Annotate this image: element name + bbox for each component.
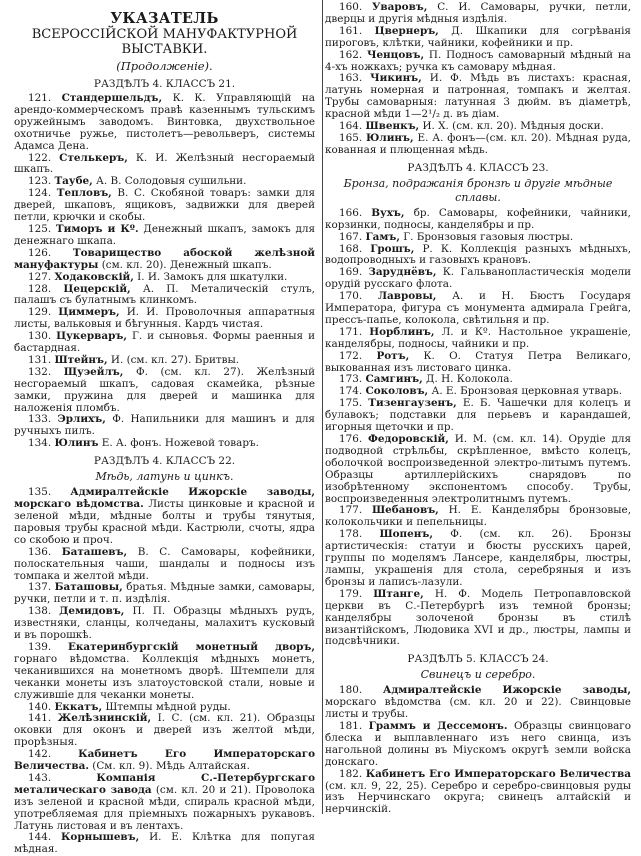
left-column: [14, 2, 316, 856]
exhibitor-name: Товарищество абоской желѣзной мануфактуры: [14, 246, 315, 271]
entry-number: 161.: [339, 24, 363, 37]
catalog-entry: [325, 26, 631, 50]
exhibitor-name: Грошъ,: [370, 242, 415, 255]
exhibitor-name: Цецерскій,: [63, 282, 131, 295]
entry-description: Ф. (см. кл. 27). Желѣзный несгораемый шкапъ, садовая скамейка, рѣзные замки, пружина для дверей и машинка для наложенія пломбъ.: [14, 365, 315, 414]
catalog-entry: [14, 331, 315, 355]
document-title: УКАЗАТЕЛЬ: [110, 10, 219, 27]
catalog-entry: [325, 505, 631, 529]
exhibitor-name: Тепловъ,: [56, 187, 112, 200]
entry-number: 132.: [28, 365, 52, 378]
entry-description: Листы цинковые и красной и зеленой мѣди, мѣдные болты и трубы тянутыя, паровыя трубы красной мѣди. Кастрюли, счоты, ядра со скобою и проч.: [14, 498, 315, 546]
exhibitor-name: Шебановъ,: [371, 504, 439, 517]
exhibitor-name: Граммъ и Дессемонъ.: [368, 720, 508, 733]
exhibitor-name: Эрлихъ,: [57, 413, 106, 426]
exhibitor-name: Баташовы,: [54, 581, 123, 594]
entry-description: П. П. Образцы мѣдныхъ рудъ, известняки, сланцы, колчеданы, малахитъ кусковый и въ порошкѣ.: [14, 605, 315, 642]
exhibitor-name: Циммеръ,: [58, 306, 120, 319]
exhibitor-name: Адмиралтейскіе Ижорскіе заводы, морскаго вѣдомства.: [14, 486, 315, 511]
exhibitor-name: Екатеринбургскій монетный дворъ,: [67, 640, 315, 653]
catalog-entry: [14, 582, 315, 606]
catalog-entry: [325, 267, 631, 291]
exhibitor-name: Еккатъ,: [54, 700, 103, 713]
exhibitor-name: Юлинъ,: [366, 131, 414, 144]
entry-number: 176.: [339, 433, 363, 445]
entry-number: 177.: [339, 504, 363, 517]
catalog-entry: [14, 547, 315, 583]
exhibitor-name: Тизенгаузенъ,: [368, 397, 457, 410]
entry-description: (см. кл. 9, 22, 25). Серебро и серебро-свинцовыя руды изъ Нерчинскаго округа; свинецъ алтайскій и нерчинскій.: [325, 779, 631, 816]
exhibitor-name: Адмиралтейскіе Ижорскіе заводы,: [382, 684, 631, 697]
entry-description: Н. Ф. Модель Петропавловской церкви въ С.-Петербургѣ изъ темной бронзы; канделябры золоченой бронзы въ стилѣ византійскомъ, Людовика XVI и др., люстры, лампы и подсвѣчники.: [325, 587, 631, 648]
entry-number: 169.: [339, 266, 363, 279]
entry-number: 139.: [28, 640, 52, 653]
entry-description: Е. Б. Чашечки для колецъ и булавокъ; подставки для перьевъ и карандашей, игорныя щеточки и пр.: [325, 397, 631, 434]
catalog-entry: [325, 2, 631, 26]
exhibitor-name: Заруднёвъ,: [368, 266, 437, 279]
entry-number: 140.: [28, 700, 52, 713]
entry-description: Г. Бронзовыя газовыя люстры.: [399, 230, 574, 243]
entry-number: 133.: [28, 413, 52, 426]
exhibitor-name: Компанія С.-Петербургскаго металическаго завода: [14, 771, 315, 796]
exhibitor-name: Демидовъ,: [59, 605, 125, 618]
catalog-entry: [325, 529, 631, 589]
entry-description: А. В. Солодовыя сушильни.: [92, 175, 247, 188]
catalog-entry: [14, 284, 315, 308]
entry-number: 160.: [339, 1, 363, 13]
catalog-entry: [14, 153, 315, 177]
catalog-entry: [14, 224, 315, 248]
exhibitor-name: Кабинетъ Его Императорскаго Величества: [365, 767, 631, 780]
section-heading: РАЗДѢЛЪ 4. КЛАССЪ 22.: [93, 455, 236, 468]
entry-number: 165.: [339, 131, 363, 144]
continuation-note: (Продолженіе).: [116, 59, 213, 73]
catalog-entry: [325, 50, 631, 74]
catalog-entry: [14, 438, 315, 450]
catalog-entry: [14, 307, 315, 331]
entry-description: Е. А. фонъ—(см. кл. 20). Мѣдная руда, кованная и плющенная мѣдь.: [325, 131, 631, 156]
entry-number: 122.: [28, 151, 52, 164]
entry-number: 178.: [339, 528, 363, 541]
exhibitor-name: Штейнъ,: [54, 353, 108, 366]
catalog-entry: [325, 769, 631, 817]
catalog-entry: [14, 773, 315, 833]
exhibitor-name: Корнышевъ,: [60, 831, 140, 844]
entry-number: 143.: [28, 771, 52, 784]
entry-number: 141.: [28, 712, 52, 725]
entry-description: А. П. Металическій стулъ, палашъ съ булатнымъ клинкомъ.: [14, 282, 315, 307]
entry-description: С. И. Самовары, ручки, петли, дверцы и другія мѣдныя издѣлія.: [325, 1, 631, 25]
catalog-entry: [14, 487, 315, 547]
catalog-entry: [14, 248, 315, 272]
entry-number: 171.: [339, 325, 363, 338]
exhibitor-name: Штанге,: [373, 587, 424, 600]
entry-number: 126.: [28, 246, 52, 259]
entry-number: 174.: [339, 385, 363, 398]
catalog-entry: [325, 721, 631, 769]
exhibitor-name: Кабинетъ Его Императорскаго Величества.: [14, 748, 316, 773]
entry-number: 170.: [339, 290, 363, 303]
catalog-entry: [325, 685, 631, 721]
entry-number: 138.: [28, 605, 52, 618]
exhibitor-name: Стелькеръ,: [59, 151, 128, 164]
entry-description: Ф. (см. кл. 26). Бронзы артистическія: статуи и бюсты русскихъ царей, группы по моделямъ Лансере, канделябры, люстры, лампы, украшенія для стола, серебряныя и изъ бронзы и лаписъ-лазули.: [325, 528, 631, 588]
section-heading: РАЗДѢЛЪ 4. КЛАССЪ 21.: [93, 78, 236, 90]
catalog-entry: [14, 367, 315, 415]
exhibitor-name: Баташевъ,: [61, 545, 128, 558]
entry-description: Г. и сыновья. Формы раенныя и бастардная.: [14, 330, 315, 355]
entry-description: Л. и Кº. Настольное украшеніе, канделябры, подносы, чайники и пр.: [325, 325, 631, 350]
entry-number: 123.: [28, 175, 52, 188]
entry-number: 167.: [339, 230, 363, 243]
entry-description: І. И. Замокъ для шкатулки.: [133, 270, 288, 283]
entry-number: 163.: [339, 72, 363, 85]
entry-number: 166.: [339, 206, 363, 219]
document-subtitle: ВСЕРОССІЙСКОЙ МАНУФАКТУРНОЙ ВЫСТАВКИ.: [31, 27, 298, 57]
entry-description: К. И. Желѣзный несгораемый шкапъ.: [14, 151, 315, 176]
catalog-entry: [325, 589, 631, 649]
exhibitor-name: Гамъ,: [365, 230, 400, 243]
entry-number: 164.: [339, 120, 363, 133]
exhibitor-name: Цукерваръ,: [56, 330, 127, 343]
entry-description: Р. К. Коллекція разныхъ мѣдныхъ, водопроводныхъ и газовыхъ крановъ.: [325, 242, 632, 267]
catalog-entry: [325, 291, 631, 327]
catalog-entry: [14, 832, 315, 856]
entry-number: 124.: [28, 187, 52, 200]
catalog-entry: [325, 133, 631, 157]
entry-description: (См. кл. 9). Мѣдь Алтайская.: [88, 760, 250, 773]
entry-description: И. Е. Клѣтка для попугая мѣдная.: [14, 831, 315, 856]
exhibitor-name: Ходаковскій,: [54, 270, 134, 283]
entry-description: Д. Шкапики для согрѣванія пироговъ, клѣтки, чайники, кофейники и пр.: [325, 24, 631, 49]
exhibitor-name: Вухъ,: [371, 206, 405, 219]
entry-number: 173.: [339, 373, 363, 386]
entry-description: Штемпы мѣдной руды.: [102, 700, 231, 713]
entry-description: И. Х. (см. кл. 20). Мѣдныя доски.: [419, 120, 604, 133]
entry-description: Д. Н. Колокола.: [422, 373, 513, 386]
entry-description: Е. А. фонъ. Ножевой товаръ.: [98, 437, 259, 450]
section-subject: Мѣдь, латунь и цинкъ.: [95, 470, 234, 484]
exhibitor-name: Ротъ,: [376, 349, 410, 362]
catalog-entry: [14, 414, 315, 438]
section-heading: РАЗДѢЛЪ 4. КЛАССЪ 23.: [407, 161, 549, 174]
catalog-entry: [14, 713, 315, 749]
entry-description: братья. Мѣдные замки, самовары, ручки, петли и т. п. издѣлія.: [14, 581, 315, 606]
exhibitor-name: Федоровскій,: [368, 433, 449, 445]
entry-description: П. Подносъ самоварный мѣдный на 4-хъ ножкахъ; ручка къ самовару мѣдная.: [325, 48, 631, 73]
entry-number: 142.: [28, 748, 52, 761]
entry-number: 135.: [28, 486, 52, 499]
entry-number: 121.: [28, 92, 52, 104]
entry-description: И. Ф. Мѣдь въ листахъ: красная, латунь номерная и патронная, томпакъ и желтая. Трубы самоварныя: латунная 3 дюйм. въ діаметрѣ, красной мѣди 1—2¹/₂ д. въ діам.: [325, 72, 631, 121]
entry-description: В. С. Скобяной товаръ: замки для дверей, шкаповъ, ящиковъ, задвижки для дверей петли, крючки и скобы.: [14, 187, 315, 224]
entry-description: І. С. (см. кл. 21). Образцы оковки для оконъ и дверей изъ желтой мѣди, прорѣзныя.: [14, 712, 316, 749]
entry-number: 134.: [28, 437, 52, 450]
entry-number: 162.: [339, 48, 363, 61]
entry-number: 180.: [339, 684, 363, 697]
entry-description: В. С. Самовары, кофейники, полоскательныя чаши, шандалы и подносы изъ томпака и желтой мѣди.: [14, 545, 315, 582]
entry-number: 137.: [28, 581, 52, 594]
entry-description: горнаго вѣдомства. Коллекція мѣдныхъ монетъ, чеканившихся на монетномъ дворѣ. Штемпели для чеканки монеты изъ златоустовской стали, новые и служившіе для чеканки монеты.: [14, 652, 315, 701]
catalog-entry: [14, 188, 315, 224]
entry-description: И. (см. кл. 27). Бритвы.: [107, 353, 240, 366]
entry-description: А. и Н. Бюстъ Государя Императора, фигура съ монумента адмирала Грейга, прессъ-папье, колокола, свѣтильня и пр.: [325, 290, 631, 326]
catalog-entry: [325, 244, 631, 268]
catalog-entry: [325, 73, 631, 121]
entry-description: К. К. Управляющій на арендо-коммерческомъ правѣ казеннымъ тульскимъ оружейнымъ заводомъ. Винтовка, двухствольное охотничье ружье, пистолетъ—револьверъ, системы Адамса Дена.: [14, 92, 315, 152]
entry-number: 129.: [28, 306, 52, 319]
catalog-entry: [14, 93, 315, 153]
catalog-entry: [325, 351, 631, 375]
entry-description: (см. кл. 20). Денежный шкапъ.: [98, 258, 272, 271]
exhibitor-name: Чикинъ,: [370, 72, 422, 85]
exhibitor-name: Ченцовъ,: [366, 48, 425, 61]
section-subject: Свинецъ и серебро.: [420, 668, 536, 682]
entry-description: (см. кл. 20 и 21). Проволока изъ зеленой и красной мѣди, спираль красной мѣди, употребляемая для пріемныхъ пожарныхъ рукавовъ. Латунь листовая и въ лентахъ.: [14, 783, 315, 832]
entry-description: А. Е. Бронзовая церковная утварь.: [428, 385, 622, 398]
entry-description: К. О. Статуя Петра Великаго, выкованная изъ листоваго цинка.: [325, 349, 631, 374]
exhibitor-name: Тиморъ и Кº.: [55, 222, 139, 235]
entry-number: 182.: [339, 767, 363, 780]
exhibitor-name: Самгинъ,: [365, 373, 423, 386]
entry-description: И. И. Проволочныя аппаратныя листы, вальковыя и бѣгунныя. Кардъ чистая.: [14, 306, 316, 331]
exhibitor-name: Таубе,: [54, 175, 93, 188]
entry-number: 144.: [28, 831, 52, 844]
entry-number: 181.: [339, 720, 363, 733]
column-divider: [322, 0, 323, 814]
entry-number: 128.: [28, 282, 52, 295]
exhibitor-name: Юлинъ: [54, 437, 99, 450]
exhibitor-name: Шопенъ,: [379, 528, 433, 541]
catalog-entry: [325, 398, 631, 434]
entry-description: Н. Е. Канделябры бронзовые, колокольчики и пепельницы.: [325, 504, 631, 529]
entry-description: Денежный шкапъ, замокъ для денежнаго шкапа.: [14, 222, 316, 247]
catalog-entry: [14, 749, 315, 773]
entry-number: 125.: [28, 222, 52, 235]
entry-description: Ф. Напильники для машинъ и для ручныхъ пилъ.: [14, 413, 315, 438]
entry-description: морскаго вѣдомства (см. кл. 20 и 22). Свинцовые листы и трубы.: [325, 696, 631, 721]
entry-number: 172.: [339, 349, 363, 362]
entry-description: бр. Самовары, кофейники, чайники, корзинки, подносы, канделябры и пр.: [325, 206, 631, 231]
right-column: [325, 2, 631, 814]
catalog-entry: [325, 434, 631, 505]
exhibitor-name: Цвернеръ,: [374, 24, 439, 37]
exhibitor-name: Уваровъ,: [372, 1, 428, 13]
exhibitor-name: Швенкъ,: [365, 120, 420, 133]
entry-description: Образцы свинцоваго блеска и выплавленнаго изъ него свинца, изъ нагольной долины въ Міускомъ округѣ земли войска донскаго.: [325, 720, 631, 768]
entry-number: 175.: [339, 397, 363, 410]
entry-number: 168.: [339, 242, 363, 255]
exhibitor-name: Щуэейлъ,: [63, 365, 124, 378]
catalog-entry: [14, 642, 315, 702]
entry-number: 127.: [28, 270, 52, 283]
entry-number: 136.: [28, 545, 52, 558]
entry-number: 179.: [339, 587, 363, 600]
exhibitor-name: Желѣзнинскій,: [57, 712, 152, 725]
entry-description: К. Гальванопластическія модели орудій русскаго флота.: [325, 266, 631, 291]
section-subject: Бронза, подражанія бронзѣ и другіе мѣдные сплавы.: [343, 176, 613, 204]
exhibitor-name: Норблинъ,: [369, 325, 435, 338]
catalog-entry: [325, 208, 631, 232]
entry-number: 131.: [28, 353, 52, 366]
exhibitor-name: Стандершельдъ,: [61, 92, 163, 104]
exhibitor-name: Лавровы,: [377, 290, 437, 303]
section-heading: РАЗДѢЛЪ 5. КЛАССЪ 24.: [407, 653, 549, 666]
catalog-entry: [14, 606, 315, 642]
catalog-entry: [325, 327, 631, 351]
entry-description: И. М. (см. кл. 14). Орудіе для подводной стрѣльбы, скрѣпленное, вмѣсто колецъ, оболочкой воспроизведенной электро-литымъ путемъ. Образцы артиллерійскихъ снарядовъ по изобрѣтенному экспонентомъ способу. Трубы, воспроизведенныя электролитнымъ путемъ.: [325, 433, 631, 505]
exhibitor-name: Соколовъ,: [365, 385, 429, 398]
entry-number: 130.: [28, 330, 52, 343]
